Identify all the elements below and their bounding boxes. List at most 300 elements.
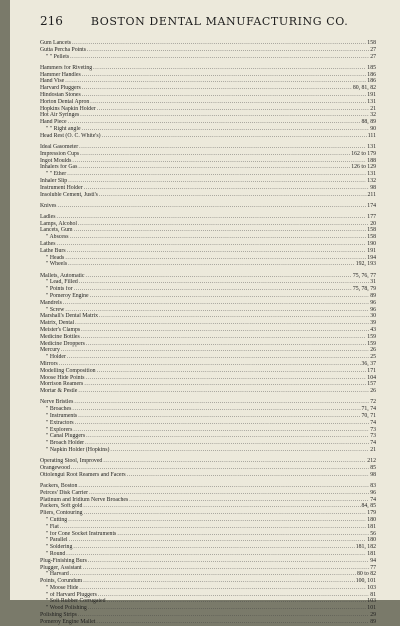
- leader-dots: [127, 472, 370, 479]
- entry-label: " Parallel: [46, 537, 68, 544]
- leader-dots: [85, 273, 351, 280]
- entry-label: Hammer Handles: [40, 71, 81, 78]
- leader-dots: [78, 164, 350, 171]
- index-list: [40, 40, 376, 626]
- leader-dots: [65, 307, 369, 314]
- entry-page: 32: [370, 112, 376, 119]
- index-entry: [40, 558, 376, 565]
- entry-page: 103: [367, 584, 376, 591]
- leader-dots: [110, 447, 369, 454]
- index-entry: [40, 592, 376, 599]
- entry-label: Inhalers for Gas: [40, 164, 78, 171]
- entry-label: Peirces' Disk Carrier: [40, 489, 89, 496]
- index-entry: [40, 72, 376, 79]
- leader-dots: [96, 619, 369, 626]
- entry-page: 103: [367, 598, 376, 605]
- entry-label: " Napkin Holder (Hopkins): [46, 446, 110, 453]
- index-entry: [40, 151, 376, 158]
- entry-page: 96: [370, 306, 376, 313]
- index-entry: [40, 537, 376, 544]
- entry-page: 158: [367, 234, 376, 241]
- entry-page: 212: [367, 458, 376, 465]
- index-entry: [40, 361, 376, 368]
- entry-label: Moose Hide Points: [40, 374, 85, 381]
- entry-page: 90: [370, 125, 376, 132]
- entry-label: Head Rest (O. C. White's): [40, 132, 101, 139]
- entry-page: 27: [370, 46, 376, 53]
- index-entry: [40, 341, 376, 348]
- entry-page: 89: [370, 618, 376, 625]
- entry-page: 174: [367, 202, 376, 209]
- entry-label: Morrison Reamers: [40, 381, 84, 388]
- index-entry: [40, 106, 376, 113]
- entry-page: 188: [367, 157, 376, 164]
- entry-label: Ottolengui Root Reamers and Facers: [40, 471, 126, 478]
- leader-dots: [90, 293, 370, 300]
- entry-label: Marshall's Dental Matrix: [40, 313, 99, 320]
- index-entry: [40, 273, 376, 280]
- catalog-page: [10, 0, 400, 625]
- entry-page: 132: [367, 177, 376, 184]
- leader-dots: [88, 605, 367, 612]
- index-entry: [40, 286, 376, 293]
- index-entry: [40, 334, 376, 341]
- index-entry: [40, 472, 376, 479]
- index-group: [40, 65, 376, 140]
- index-entry: [40, 578, 376, 585]
- index-entry: [40, 388, 376, 395]
- leader-dots: [73, 427, 369, 434]
- leader-dots: [79, 585, 366, 592]
- leader-dots: [86, 433, 369, 440]
- entry-page: 80 to 82: [356, 571, 376, 578]
- leader-dots: [68, 261, 355, 268]
- leader-dots: [66, 551, 366, 558]
- entry-page: 177: [367, 213, 376, 220]
- entry-label: Medicine Bottles: [40, 333, 80, 340]
- leader-dots: [80, 151, 350, 158]
- entry-page: 74: [370, 496, 376, 503]
- entry-label: Operating Stool, Improved: [40, 458, 103, 465]
- entry-label: " Instruments: [46, 412, 78, 419]
- leader-dots: [82, 85, 352, 92]
- index-entry: [40, 65, 376, 72]
- entry-label: Ingot Moulds: [40, 157, 72, 164]
- page-number: 216: [40, 14, 63, 28]
- leader-dots: [68, 517, 366, 524]
- entry-label: Mercury: [40, 347, 60, 354]
- index-entry: [40, 164, 376, 171]
- entry-page: 180: [367, 516, 376, 523]
- leader-dots: [90, 99, 366, 106]
- entry-label: Harvard Pluggers: [40, 85, 81, 92]
- entry-page: 194: [367, 254, 376, 261]
- entry-label: Insoluble Cement, Justi's: [40, 191, 98, 198]
- entry-label: Modelling Composition: [40, 367, 96, 374]
- index-entry: [40, 447, 376, 454]
- leader-dots: [81, 327, 369, 334]
- entry-page: 75, 76, 77: [352, 272, 376, 279]
- entry-page: 29: [370, 612, 376, 619]
- entry-page: 211: [367, 191, 376, 198]
- entry-label: Matrix, Dental: [40, 320, 75, 327]
- entry-label: Lathe Burs: [40, 247, 66, 254]
- entry-page: 74: [370, 440, 376, 447]
- index-entry: [40, 47, 376, 54]
- leader-dots: [99, 313, 369, 320]
- entry-label: " Wood Polishing: [46, 605, 87, 612]
- entry-label: Gutta Percha Points: [40, 46, 87, 53]
- entry-label: Pomeroy Engine Mallet: [40, 618, 96, 625]
- entry-label: Knives: [40, 202, 57, 209]
- entry-label: " " Ether: [46, 171, 67, 178]
- index-entry: [40, 40, 376, 47]
- index-entry: [40, 313, 376, 320]
- entry-label: Inhaler Slip: [40, 177, 68, 184]
- index-entry: [40, 320, 376, 327]
- index-entry: [40, 406, 376, 413]
- entry-label: Mirrors: [40, 361, 58, 368]
- index-entry: [40, 465, 376, 472]
- entry-label: Lancets, Gum: [40, 227, 73, 234]
- entry-label: " Wheels: [46, 261, 68, 268]
- entry-label: " Broach Holder: [46, 440, 85, 447]
- index-group: [40, 458, 376, 478]
- index-group: [40, 399, 376, 453]
- entry-label: " Cutting: [46, 516, 68, 523]
- entry-label: " Pomeroy Engine: [46, 293, 89, 300]
- index-entry: [40, 433, 376, 440]
- entry-label: " Extractors: [46, 419, 74, 426]
- leader-dots: [60, 524, 366, 531]
- leader-dots: [68, 178, 366, 185]
- entry-label: Packers, Soft gold: [40, 503, 83, 510]
- index-entry: [40, 192, 376, 199]
- leader-dots: [78, 388, 369, 395]
- entry-label: Horton Dental Apron: [40, 98, 90, 105]
- index-entry: [40, 458, 376, 465]
- entry-label: Hammers for Riveting: [40, 64, 93, 71]
- index-entry: [40, 241, 376, 248]
- entry-label: Plugger, Assistant: [40, 564, 82, 571]
- index-entry: [40, 497, 376, 504]
- leader-dots: [97, 368, 367, 375]
- leader-dots: [89, 490, 369, 497]
- entry-page: 72: [370, 399, 376, 406]
- entry-page: 77: [370, 564, 376, 571]
- leader-dots: [80, 112, 369, 119]
- entry-page: 80, 81, 82: [352, 85, 376, 92]
- index-entry: [40, 255, 376, 262]
- index-entry: [40, 585, 376, 592]
- leader-dots: [61, 347, 369, 354]
- entry-page: 75, 78, 79: [352, 286, 376, 293]
- index-entry: [40, 144, 376, 151]
- entry-page: 96: [370, 489, 376, 496]
- entry-page: 186: [367, 78, 376, 85]
- entry-page: 100, 101: [355, 578, 376, 585]
- index-entry: [40, 261, 376, 268]
- entry-page: 159: [367, 333, 376, 340]
- leader-dots: [78, 483, 369, 490]
- index-group: [40, 203, 376, 210]
- index-entry: [40, 112, 376, 119]
- index-entry: [40, 119, 376, 126]
- index-entry: [40, 571, 376, 578]
- entry-label: Hand Piece: [40, 119, 67, 126]
- entry-page: 158: [367, 227, 376, 234]
- entry-page: 111: [367, 132, 376, 139]
- leader-dots: [83, 578, 355, 585]
- leader-dots: [78, 413, 360, 420]
- entry-page: 192, 193: [355, 261, 376, 268]
- entry-page: 162 to 179: [351, 150, 376, 157]
- entry-page: 185: [367, 64, 376, 71]
- entry-page: 20: [370, 220, 376, 227]
- index-entry: [40, 158, 376, 165]
- index-group: [40, 40, 376, 60]
- index-entry: [40, 78, 376, 85]
- leader-dots: [81, 334, 367, 341]
- index-entry: [40, 544, 376, 551]
- entry-page: 30: [370, 313, 376, 320]
- leader-dots: [65, 255, 366, 262]
- index-group: [40, 273, 376, 395]
- leader-dots: [65, 78, 366, 85]
- leader-dots: [74, 286, 352, 293]
- leader-dots: [56, 214, 366, 221]
- entry-label: Impression Cups: [40, 150, 80, 157]
- entry-page: 83: [370, 482, 376, 489]
- leader-dots: [75, 320, 369, 327]
- leader-dots: [98, 592, 369, 599]
- leader-dots: [86, 341, 366, 348]
- entry-page: 190: [367, 241, 376, 248]
- entry-page: 27: [370, 53, 376, 60]
- entry-label: " Soldering: [46, 544, 73, 551]
- entry-label: " Round: [46, 550, 66, 557]
- index-entry: [40, 368, 376, 375]
- leader-dots: [88, 558, 369, 565]
- leader-dots: [82, 126, 370, 133]
- leader-dots: [85, 440, 369, 447]
- entry-page: 104: [367, 374, 376, 381]
- index-entry: [40, 307, 376, 314]
- entry-page: 98: [370, 471, 376, 478]
- leader-dots: [84, 185, 370, 192]
- entry-label: Medicine Droppers: [40, 340, 85, 347]
- entry-page: 131: [367, 143, 376, 150]
- entry-label: Hot Air Syringes: [40, 112, 80, 119]
- leader-dots: [83, 565, 370, 572]
- entry-page: 88, 89: [361, 119, 376, 126]
- leader-dots: [72, 158, 366, 165]
- leader-dots: [69, 537, 367, 544]
- leader-dots: [74, 399, 369, 406]
- entry-label: Mandrels: [40, 299, 62, 306]
- entry-label: " for Cone Socket Instruments: [46, 530, 117, 537]
- entry-label: " Points for: [46, 286, 73, 293]
- index-entry: [40, 248, 376, 255]
- page-title: BOSTON DENTAL MANUFACTURING CO.: [90, 15, 349, 28]
- entry-label: " Screw: [46, 306, 65, 313]
- leader-dots: [67, 354, 369, 361]
- index-group: [40, 144, 376, 198]
- leader-dots: [87, 47, 369, 54]
- leader-dots: [85, 375, 366, 382]
- entry-page: 56: [370, 530, 376, 537]
- entry-page: 179: [367, 510, 376, 517]
- entry-page: 73: [370, 433, 376, 440]
- entry-page: 126 to 129: [351, 164, 376, 171]
- leader-dots: [84, 510, 367, 517]
- entry-page: 181, 182: [355, 544, 376, 551]
- index-entry: [40, 293, 376, 300]
- entry-label: " Canal Pluggers: [46, 433, 86, 440]
- index-entry: [40, 612, 376, 619]
- entry-label: " Broaches: [46, 406, 72, 413]
- entry-label: Platinum and Iridium Nerve Broaches: [40, 496, 129, 503]
- leader-dots: [57, 203, 366, 210]
- leader-dots: [70, 234, 367, 241]
- leader-dots: [70, 54, 369, 61]
- entry-label: Points, Corundum: [40, 578, 83, 585]
- entry-page: 181: [367, 523, 376, 530]
- entry-page: 181: [367, 550, 376, 557]
- index-entry: [40, 279, 376, 286]
- leader-dots: [82, 92, 367, 99]
- index-entry: [40, 327, 376, 334]
- index-entry: [40, 381, 376, 388]
- entry-page: 81: [370, 591, 376, 598]
- leader-dots: [70, 571, 356, 578]
- leader-dots: [72, 40, 366, 47]
- index-entry: [40, 503, 376, 510]
- index-entry: [40, 347, 376, 354]
- index-entry: [40, 171, 376, 178]
- entry-label: Hopkins Napkin Holder: [40, 105, 96, 112]
- leader-dots: [71, 465, 369, 472]
- entry-page: 31: [370, 279, 376, 286]
- entry-page: 158: [367, 40, 376, 46]
- leader-dots: [82, 72, 367, 79]
- entry-page: 89: [370, 293, 376, 300]
- entry-label: " Holder: [46, 354, 66, 361]
- index-entry: [40, 354, 376, 361]
- index-entry: [40, 227, 376, 234]
- index-entry: [40, 375, 376, 382]
- index-entry: [40, 234, 376, 241]
- leader-dots: [67, 248, 367, 255]
- leader-dots: [63, 300, 369, 307]
- entry-label: " Soft Rubber Corrugated: [46, 598, 106, 605]
- index-entry: [40, 605, 376, 612]
- index-entry: [40, 420, 376, 427]
- entry-label: Instrument Holder: [40, 184, 83, 191]
- entry-page: 26: [370, 388, 376, 395]
- leader-dots: [75, 420, 370, 427]
- entry-label: Ideal Gasometer: [40, 143, 79, 150]
- entry-page: 94: [370, 557, 376, 564]
- entry-page: 71, 74: [361, 406, 376, 413]
- entry-page: 159: [367, 340, 376, 347]
- entry-page: 157: [367, 381, 376, 388]
- leader-dots: [73, 544, 354, 551]
- entry-page: 21: [370, 105, 376, 112]
- entry-page: 171: [367, 367, 376, 374]
- entry-page: 191: [367, 247, 376, 254]
- index-entry: [40, 85, 376, 92]
- entry-page: 131: [367, 98, 376, 105]
- leader-dots: [78, 612, 369, 619]
- entry-label: " Lead, Filled: [46, 279, 78, 286]
- entry-label: Nerve Bristles: [40, 399, 74, 406]
- leader-dots: [78, 221, 369, 228]
- leader-dots: [74, 227, 367, 234]
- entry-label: " " Right angle: [46, 125, 81, 132]
- entry-label: " Flat: [46, 523, 59, 530]
- leader-dots: [99, 192, 367, 199]
- leader-dots: [102, 133, 367, 140]
- entry-label: Pliers, Contouring: [40, 510, 83, 517]
- leader-dots: [68, 119, 361, 126]
- entry-label: Hand Vise: [40, 78, 65, 85]
- leader-dots: [59, 361, 361, 368]
- entry-page: 96: [370, 299, 376, 306]
- entry-label: Packers, Boston: [40, 482, 78, 489]
- entry-page: 25: [370, 354, 376, 361]
- leader-dots: [103, 458, 366, 465]
- entry-label: Plug-Finishing Burs: [40, 557, 87, 564]
- entry-label: Hindostan Stones: [40, 91, 81, 98]
- index-entry: [40, 517, 376, 524]
- leader-dots: [129, 497, 369, 504]
- entry-page: 84, 85: [361, 503, 376, 510]
- entry-page: 74: [370, 419, 376, 426]
- entry-label: Gum Lancets: [40, 40, 72, 46]
- entry-label: " Moose Hide: [46, 584, 79, 591]
- entry-page: 39: [370, 320, 376, 327]
- entry-page: 101: [367, 605, 376, 612]
- entry-page: 26: [370, 347, 376, 354]
- index-entry: [40, 92, 376, 99]
- entry-page: 186: [367, 71, 376, 78]
- entry-label: " Explorers: [46, 426, 73, 433]
- entry-label: " Abscess: [46, 234, 69, 241]
- index-entry: [40, 300, 376, 307]
- leader-dots: [84, 381, 366, 388]
- entry-page: 43: [370, 327, 376, 334]
- entry-page: 191: [367, 91, 376, 98]
- index-entry: [40, 565, 376, 572]
- entry-label: Ladles: [40, 213, 56, 220]
- leader-dots: [72, 406, 360, 413]
- entry-label: " Harvard: [46, 571, 69, 578]
- index-group: [40, 214, 376, 268]
- leader-dots: [79, 144, 366, 151]
- index-entry: [40, 99, 376, 106]
- index-entry: [40, 399, 376, 406]
- index-entry: [40, 413, 376, 420]
- leader-dots: [117, 531, 369, 538]
- entry-page: 21: [370, 446, 376, 453]
- index-entry: [40, 531, 376, 538]
- leader-dots: [67, 171, 366, 178]
- index-entry: [40, 126, 376, 133]
- index-entry: [40, 221, 376, 228]
- entry-page: 85: [370, 464, 376, 471]
- index-entry: [40, 483, 376, 490]
